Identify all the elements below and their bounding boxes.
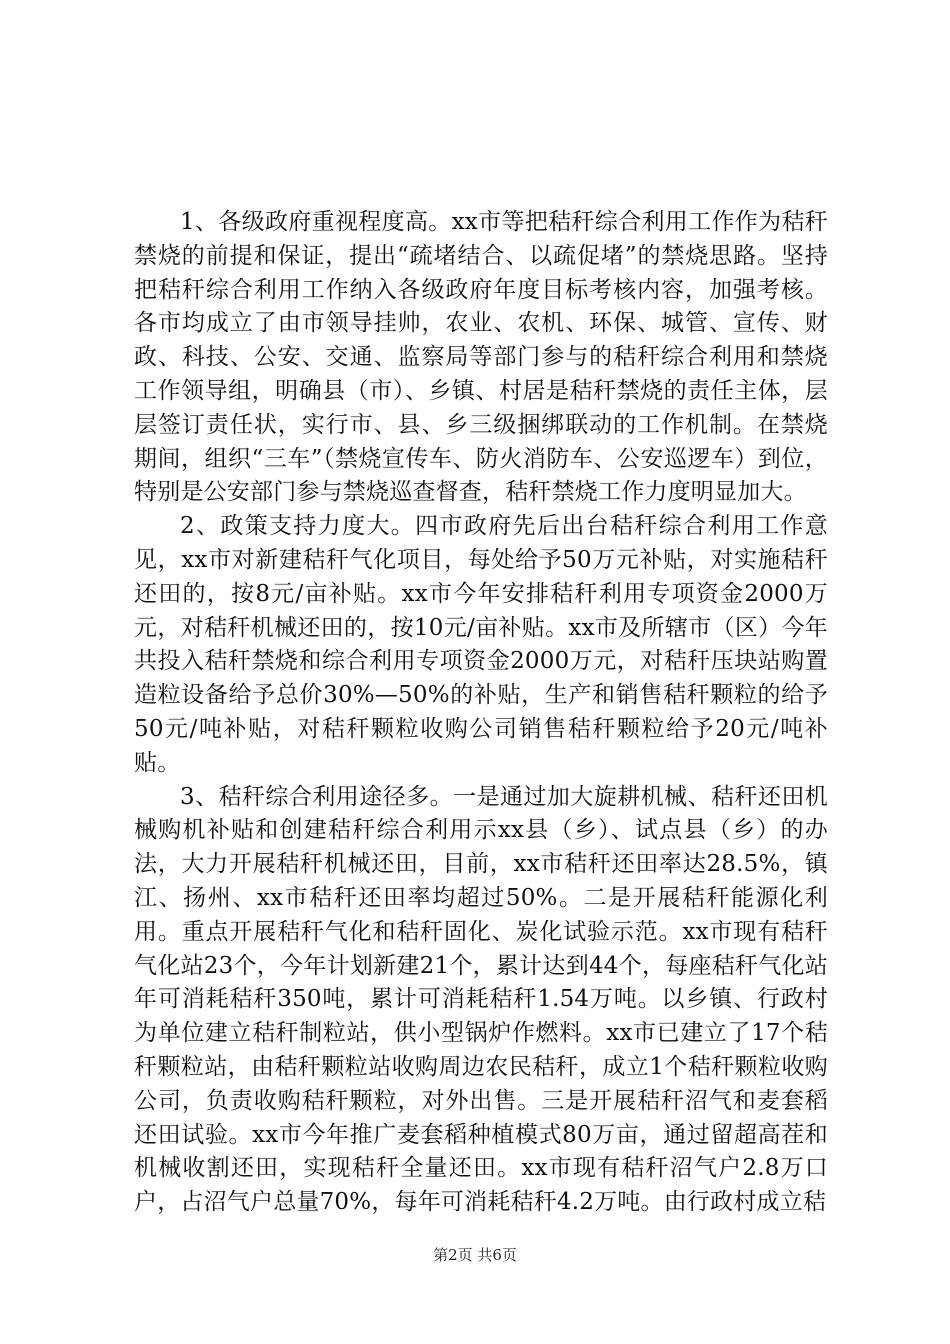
paragraph-3: 3、秸秆综合利用途径多。一是通过加大旋耕机械、秸秆还田机械购机补贴和创建秸秆综合利用示xx县（乡）、试点县（乡）的办法，大力开展秸秆机械还田，目前，xx市秸秆还田率达28.5%，镇江、扬州、xx市秸秆还田率均超过50%。二是开展秸秆能源化利用。重点开展秸秆气化和秸秆固化、炭化试验示范。xx市现有秸秆气化站23个，今年计划新建21个，累计达到44个，每座秸秆气化站年可消耗秸秆350吨，累计可消耗秸秆1.54万吨。以乡镇、行政村为单位建立秸秆制粒站，供小型锅炉作燃料。xx市已建立了17个秸秆颗粒站，由秸秆颗粒站收购周边农民秸秆，成立1个秸秆颗粒收购公司，负责收购秸秆颗粒，对外出售。三是开展秸秆沼气和麦套稻还田试验。xx市今年推广麦套稻种植模式80万亩，通过留超高茬和机械收割还田，实现秸秆全量还田。xx市现有秸秆沼气户2.8万口户，占沼气户总量70%，每年可消耗秸秆4.2万吨。由行政村成立秸	[134, 783, 828, 1216]
paragraph-2: 2、政策支持力度大。四市政府先后出台秸秆综合利用工作意见，xx市对新建秸秆气化项目，每处给予50万元补贴，对实施秸秆还田的，按8元/亩补贴。xx市今年安排秸秆利用专项资金2000万元，对秸秆机械还田的，按10元/亩补贴。xx市及所辖市（区）今年共投入秸秆禁烧和综合利用专项资金2000万元，对秸秆压块站购置造粒设备给予总价30%—50%的补贴，生产和销售秸秆颗粒的给予50元/吨补贴，对秸秆颗粒收购公司销售秸秆颗粒给予20元/吨补贴。	[134, 513, 828, 776]
page-footer: 第2页 共6页	[433, 1246, 517, 1264]
paragraph-1: 1、各级政府重视程度高。xx市等把秸秆综合利用工作作为秸秆禁烧的前提和保证，提出“疏堵结合、以疏促堵”的禁烧思路。坚持把秸秆综合利用工作纳入各级政府年度目标考核内容，加强考核。各市均成立了由市领导挂帅，农业、农机、环保、城管、宣传、财政、科技、公安、交通、监察局等部门参与的秸秆综合利用和禁烧工作领导组，明确县（市）、乡镇、村居是秸秆禁烧的责任主体，层层签订责任状，实行市、县、乡三级捆绑联动的工作机制。在禁烧期间，组织“三车”（禁烧宣传车、防火消防车、公安巡逻车）到位，特别是公安部门参与禁烧巡查督查，秸秆禁烧工作力度明显加大。	[134, 209, 828, 506]
document-body	[134, 206, 828, 1220]
